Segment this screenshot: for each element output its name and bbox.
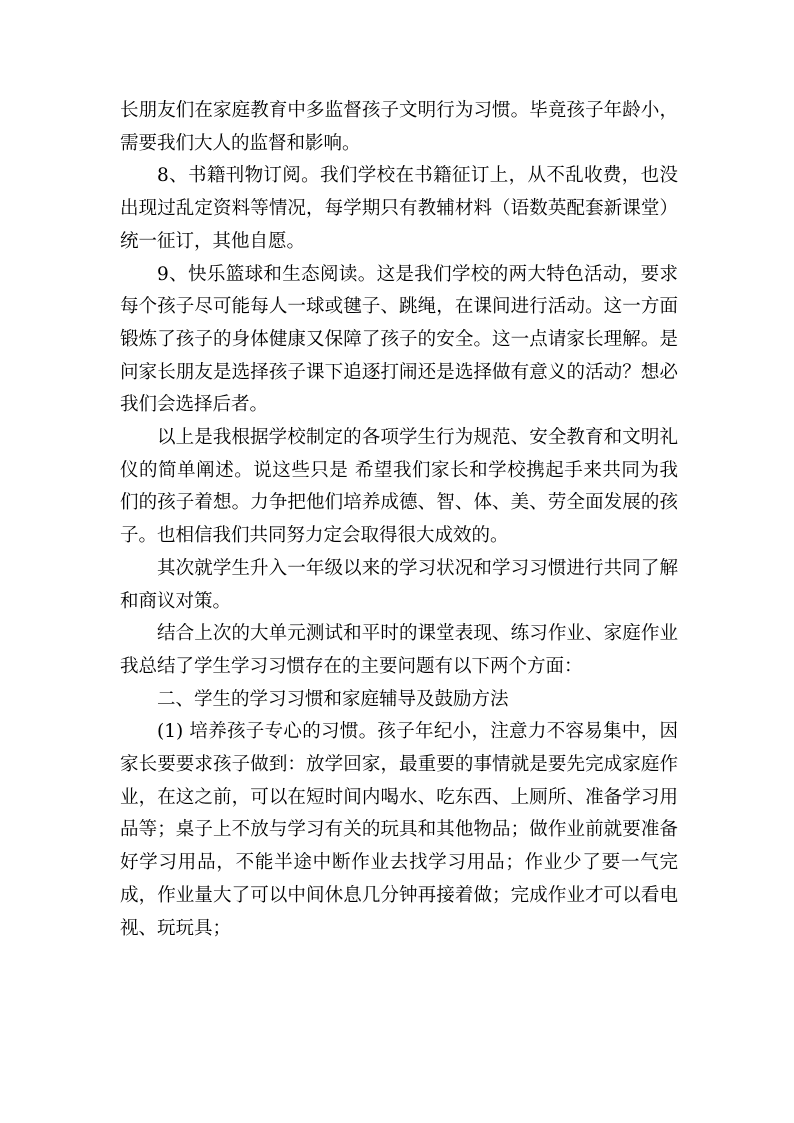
document-page: [120, 95, 678, 945]
section-heading: 二、学生的学习习惯和家庭辅导及鼓励方法: [157, 688, 509, 710]
paragraph-8: (1) 培养孩子专心的习惯。孩子年纪小，注意力不容易集中，因家长要要求孩子做到：放学回家，最重要的事情就是要先完成家庭作业，在这之前，可以在短时间内喝水、吃东西、上厕所、准备学习用品等；桌子上不放与学习有关的玩具和其他物品；做作业前就要准备好学习用品，不能半途中断作业去找学习用品；作业少了要一气完成，作业量大了可以中间休息几分钟再接着做；完成作业才可以看电视、玩玩具；: [120, 721, 678, 939]
paragraph-6: 结合上次的大单元测试和平时的课堂表现、练习作业、家庭作业我总结了学生学习习惯存在的主要问题有以下两个方面：: [120, 623, 678, 677]
paragraph-2: 8、书籍刊物订阅。我们学校在书籍征订上，从不乱收费，也没出现过乱定资料等情况，每学期只有教辅材料（语数英配套新课堂）统一征订，其他自愿。: [120, 165, 678, 252]
paragraph-3: 9、快乐篮球和生态阅读。这是我们学校的两大特色活动，要求每个孩子尽可能每人一球或毽子、跳绳，在课间进行活动。这一方面锻炼了孩子的身体健康又保障了孩子的安全。这一点请家长理解。是问家长朋友是选择孩子课下追逐打闹还是选择做有意义的活动？想必我们会选择后者。: [120, 263, 678, 416]
paragraph-1: 长朋友们在家庭教育中多监督孩子文明行为习惯。毕竟孩子年龄小，需要我们大人的监督和影响。: [120, 100, 678, 154]
paragraph-4: 以上是我根据学校制定的各项学生行为规范、安全教育和文明礼仪的简单阐述。说这些只是 希望我们家长和学校携起手来共同为我们的孩子着想。力争把他们培养成德、智、体、美、劳全面发展的孩子。也相信我们共同努力定会取得很大成效的。: [120, 427, 678, 547]
paragraph-5: 其次就学生升入一年级以来的学习状况和学习习惯进行共同了解和商议对策。: [120, 557, 678, 612]
